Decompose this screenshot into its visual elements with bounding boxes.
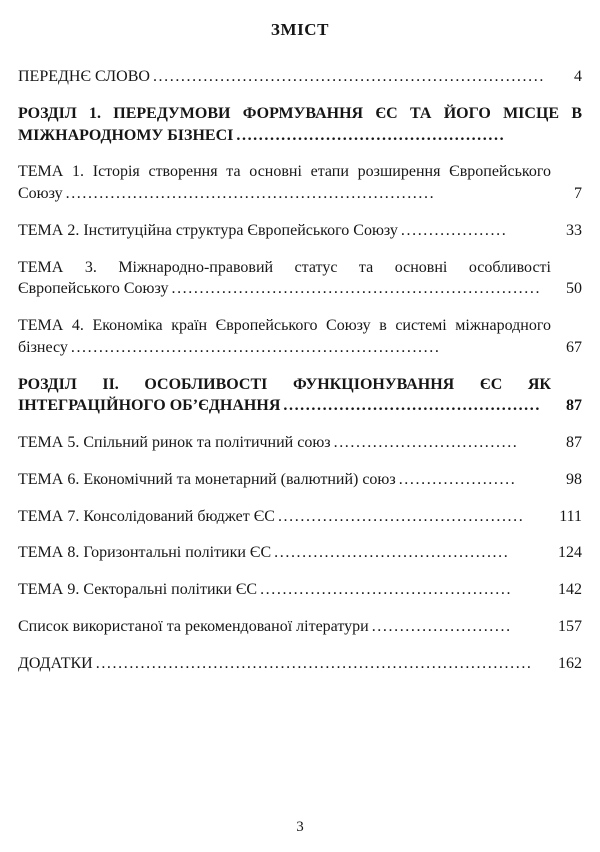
toc-entry-page: 33 (566, 221, 582, 239)
toc-entry-page: 98 (566, 470, 582, 488)
toc-entry (18, 66, 582, 88)
toc-entry (18, 542, 582, 564)
toc-entry-label: ТЕМА 4. Економіка країн Європейського Союзу в системі міжнародного бізнесу (18, 317, 551, 356)
toc-entry-text (18, 66, 551, 88)
toc-entry (18, 257, 582, 301)
toc-entry (18, 579, 582, 601)
toc-entry-leader: .................................................................. (171, 280, 542, 298)
toc-entry-label: ПЕРЕДНЄ СЛОВО (18, 68, 150, 85)
toc-entry-leader: ..................... (398, 470, 517, 488)
toc-entry-leader: ......................... (371, 617, 512, 635)
toc-entry-leader: ............................................ (277, 507, 525, 525)
toc-entry-leader: .................................................................. (70, 338, 441, 356)
toc-entry-label: РОЗДІЛ 1. ПЕРЕДУМОВИ ФОРМУВАННЯ ЄС ТА ЙОГО МІСЦЕ В МІЖНАРОДНОМУ БІЗНЕСІ (18, 104, 582, 144)
toc-entry (18, 616, 582, 638)
toc-entry (18, 653, 582, 675)
toc-entry-label: ТЕМА 1. Історія створення та основні етапи розширення Європейського Союзу (18, 163, 551, 202)
toc-entry-page: 162 (558, 654, 582, 672)
toc-entry (18, 469, 582, 491)
toc-entry-label: ТЕМА 2. Інституційна структура Європейського Союзу (18, 221, 398, 239)
toc-entry-label: ТЕМА 7. Консолідований бюджет ЄС (18, 507, 275, 525)
toc-entry-leader: ................................................ (236, 126, 506, 144)
toc-entry (18, 374, 582, 418)
toc-entry (18, 103, 582, 147)
toc-entry (18, 161, 582, 205)
toc-entry-leader: ...................................................................... (152, 68, 545, 85)
toc-entry-page: 87 (566, 397, 582, 415)
toc-entry-leader: ............................................. (260, 581, 513, 598)
toc-entry-page: 157 (558, 617, 582, 635)
toc-entry-text (18, 469, 551, 491)
toc-entry-page: 7 (574, 185, 582, 202)
toc-entry-label: Список використаної та рекомендованої літератури (18, 617, 369, 635)
toc-entry-label: РОЗДІЛ ІІ. ОСОБЛИВОСТІ ФУНКЦІОНУВАННЯ ЄС ЯК ІНТЕГРАЦІЙНОГО ОБ’ЄДНАННЯ (18, 375, 551, 415)
toc-entry-text (18, 103, 582, 147)
toc-entry-text (18, 161, 551, 205)
toc-entry-leader: ................................. (333, 434, 519, 451)
toc-entry (18, 220, 582, 242)
toc-entry-leader: ................... (400, 221, 508, 239)
toc-entry-text (18, 432, 551, 454)
toc-entry-page: 124 (558, 544, 582, 562)
toc-entry-label: ТЕМА 5. Спільний ринок та політичний союз (18, 434, 331, 451)
toc-entry-text (18, 315, 551, 359)
toc-entry-leader: .......................................... (274, 544, 510, 562)
toc-entry-text (18, 257, 551, 301)
toc-entry-leader: .................................................................. (65, 185, 436, 202)
toc-entry-label: ТЕМА 6. Економічний та монетарний (валютний) союз (18, 470, 396, 488)
toc-entry (18, 315, 582, 359)
toc-entry-text (18, 374, 551, 418)
toc-entry-leader: .............................................................................. (95, 654, 533, 672)
toc-entry-leader: .............................................. (283, 397, 541, 415)
toc-entry-label: ТЕМА 3. Міжнародно-правовий статус та основні особливості Європейського Союзу (18, 258, 551, 298)
page-number: 3 (296, 819, 304, 835)
toc-entry-text (18, 616, 551, 638)
toc-entry-page: 50 (566, 280, 582, 298)
toc-entry-page: 111 (559, 507, 582, 525)
toc-entry-text (18, 579, 551, 601)
toc-entry (18, 506, 582, 528)
toc-entry (18, 432, 582, 454)
toc-entry-page: 67 (566, 338, 582, 356)
toc-entry-label: ТЕМА 9. Секторальні політики ЄС (18, 581, 258, 598)
toc-entry-text (18, 653, 551, 675)
toc-entry-text (18, 542, 551, 564)
toc-entry-page: 4 (574, 68, 582, 85)
toc-list (18, 66, 582, 674)
toc-entry-page: 142 (558, 581, 582, 598)
toc-entry-label: ТЕМА 8. Горизонтальні політики ЄС (18, 544, 272, 562)
toc-entry-page: 87 (566, 434, 582, 451)
toc-entry-label: ДОДАТКИ (18, 654, 93, 672)
toc-entry-text (18, 506, 551, 528)
page-title: ЗМІСТ (270, 20, 330, 39)
toc-entry-text (18, 220, 551, 242)
